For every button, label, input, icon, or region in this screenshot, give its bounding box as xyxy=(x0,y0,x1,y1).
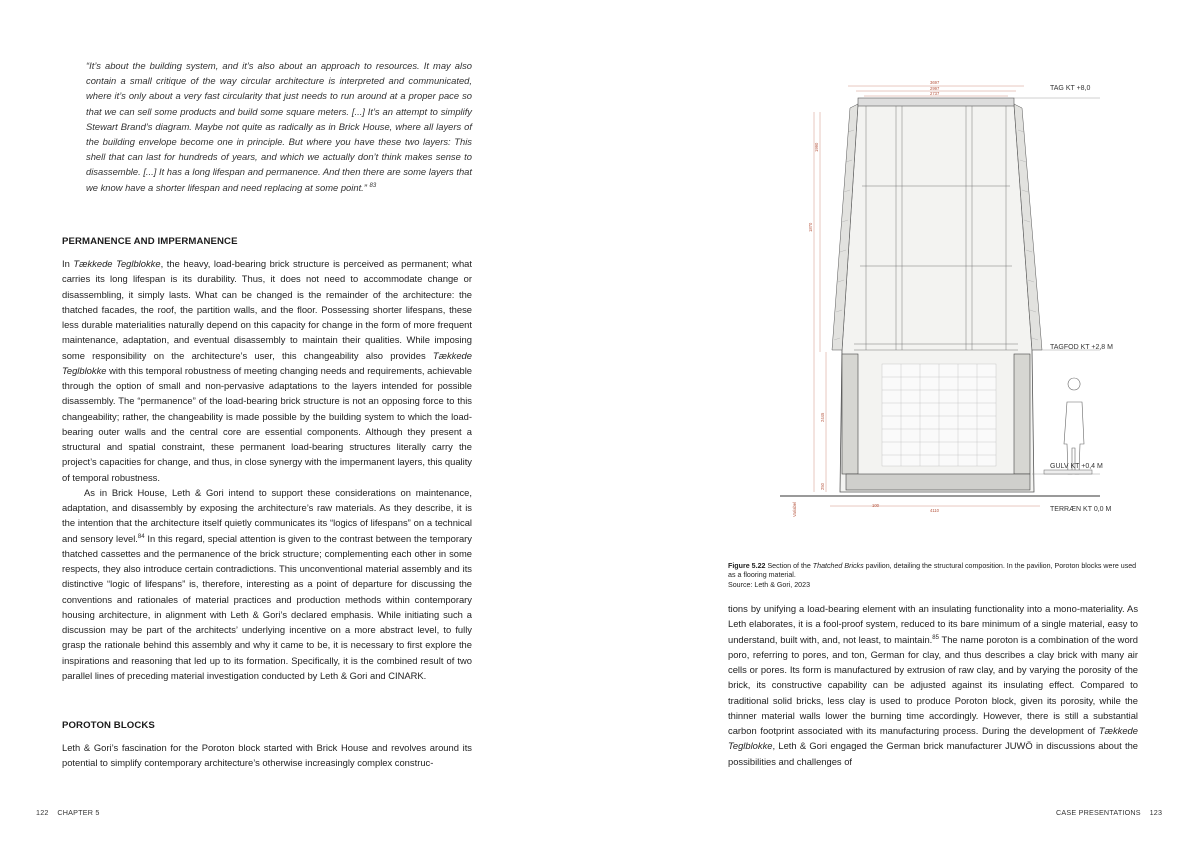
interview-quote xyxy=(86,58,472,195)
dim-label: 2445 xyxy=(820,412,825,422)
page-footer-left xyxy=(36,808,100,817)
dim-label: 2737 xyxy=(930,91,940,96)
footnote-ref: 84 xyxy=(137,533,145,540)
level-terraen: TERRÆN KT 0,0 M xyxy=(1050,506,1112,513)
dim-label: 100 xyxy=(872,503,879,508)
dim-label: 3697 xyxy=(930,80,940,85)
page-number: 123 xyxy=(1149,808,1163,817)
paragraph: As in Brick House, Leth & Gori intend to support these considerations on maintenance, adaptation, and disassembly by exposing the architecture’s raw materials. As they describe, it is the intention that the architecture itself quietly communicates its “logics of lifespans” on a technical and sensory level.$^{84}$ In this regard, special attention is given to the contrast between the temporary thatched cassettes and the permanence of the brick structure; complementing each other in some respects, they also introduce certain contradictions. This unconventional material assembly and its distinctive “logic of lifespans” is, therefore, interesting as a point of departure for discussing the conventions and rationales of material practices and production methods within contemporary housing architecture, in alignment with Leth & Gori’s declared emphasis. While initiating such a discussion may be part of the architects’ underlying incentive on a more abstract level, to fully grasp the rationale behind this assembly and why it came to be, it is necessary to first explore the inspirations and reasoning that led up to its formation. Specifically, it is the combined result of two parallel lines of preceding material investigation conducted by Leth & Gori and CINARK. xyxy=(62,486,472,681)
level-tagfod: TAGFOD KT +2,8 M xyxy=(1050,344,1113,351)
dim-label: 250 xyxy=(820,483,825,490)
section-heading-poroton: POROTON BLOCKS xyxy=(62,720,155,731)
level-gulv: GULV KT +0,4 M xyxy=(1050,463,1103,470)
section-drawing xyxy=(770,72,1170,532)
figure-source: Source: Leth & Gori, 2023 xyxy=(728,580,811,589)
level-tag: TAG KT +8,0 xyxy=(1050,85,1091,92)
section-label: CASE PRESENTATIONS xyxy=(1056,808,1141,817)
paragraph: In Tækkede Teglblokke, the heavy, load-bearing brick structure is perceived as permanent; what carries its long lifespan is its durability. Thus, it does not need to accommodate change or disassembling, it simply lasts. What can be changed is the remainder of the architecture: the thatched facades, the roof, the partition walls, and the floor. Possessing shorter lifespans, these less durable materialities naturally depend on this capacity for change in the form of more frequent maintenance, adaptation, and eventual disassembly to maintain their qualities. While imposing some responsibility on the architecture’s user, this changeability also provides Tækkede Teglblokke with this temporal robustness of meeting changing needs and requirements, achievable through the option of small and non-pervasive adaptations to the layers intended for possible disassembly. The “permanence” of the load-bearing brick structure is not an opposing force to this changeability; rather, the changeability is made possible by the building system to which the load-bearing outer walls and the central core are essential components. Although they present a structural and spatial constraint, these permanent load-bearing structures literally carry the project’s capacities for change, and thus, in close synergy with the impermanent layers, this quality of temporal robustness. xyxy=(62,258,472,483)
right-body-text xyxy=(728,601,1138,769)
page-footer-right xyxy=(1056,808,1162,817)
paragraph: tions by unifying a load-bearing element with an insulating functionality into a mono-materiality. As Leth elaborates, it is a fool-proof system, reduced to its bare minimum of a single material, easy to understand, built with, and, not least, to maintain.$^{85}$ The name poroton is a combination of the word poro, referring to pores, and ton, German for clay, and thus describes a clay brick with many air cells or pores. Its form is manufactured by extrusion of raw clay, and by varying the porosity of the brick, its constructive capability can be adjusted against its insulating effect. Compared to traditional solid bricks, less clay is used to produce Poroton block, given its porosity, while the thinner material walls lower the burning time accordingly. However, there is still a substantial carbon footprint associated with its manufacturing process. During the development of Tækkede Teglblokke, Leth & Gori engaged the German brick manufacturer JUWÖ in discussions about the possibilities and challenges of xyxy=(728,603,1138,767)
quote-text: “It’s about the building system, and it’s also about an approach to resources. It may also contain a small critique of the way circular architecture is interpreted and communicated, where it’s only about a very fast circularity that just needs to run around at a proper pace so that we can sell some products and build some square meters. [...] It’s an attempt to simplify Stewart Brand’s diagram. Maybe not quite as radically as in Brick House, where all layers of the building envelope become one in principle. But where you have these two layers: This shell that can last for hundreds of years, and which we actually don’t think makes sense to disassemble. [...] It has a long lifespan and permanence. And then there are some layers that we know have a shorter lifespan and need replacing at some point.” xyxy=(86,60,472,193)
paragraph: Leth & Gori’s fascination for the Poroton block started with Brick House and revolves around its potential to simplify contemporary architecture’s otherwise increasingly complex construc- xyxy=(62,742,472,769)
dim-label: Variabel xyxy=(792,501,797,517)
dim-label: 1990 xyxy=(814,142,819,152)
chapter-label: CHAPTER 5 xyxy=(57,808,100,817)
footnote-ref: 85 xyxy=(932,634,939,641)
section-heading-permanence: PERMANENCE AND IMPERMANENCE xyxy=(62,236,238,247)
figure-label: Figure 5.22 xyxy=(728,562,766,570)
dim-label: 4110 xyxy=(930,508,940,513)
section-body-permanence xyxy=(62,256,472,683)
right-page xyxy=(600,0,1200,849)
section-body-poroton xyxy=(62,740,472,771)
dim-label: 1870 xyxy=(808,222,813,232)
dim-label: 2997 xyxy=(930,86,940,91)
quote-footnote: 83 xyxy=(369,182,377,189)
figure-caption: Figure 5.22 Section of the Thatched Bricks pavilion, detailing the structural composition. In the pavilion, Poroton blocks were used as a flooring material. Source: Leth & Gori, 2023 xyxy=(728,562,1137,589)
page-number: 122 xyxy=(36,808,49,817)
